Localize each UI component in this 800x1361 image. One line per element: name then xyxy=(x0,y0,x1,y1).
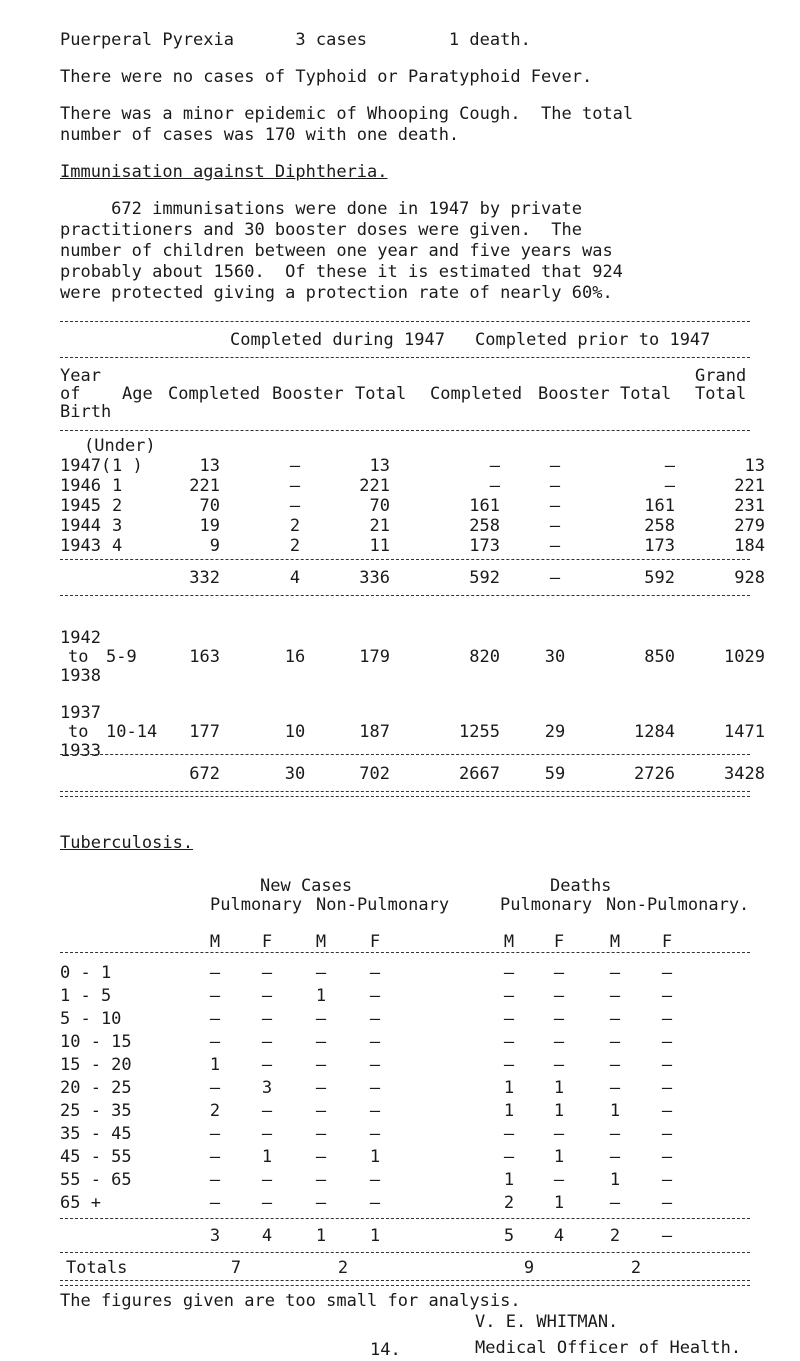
tb-cell: 1 xyxy=(609,1101,621,1121)
col-header-total-prior: Total xyxy=(620,384,672,404)
tb-cell: – xyxy=(315,1124,327,1144)
total-cell-t1: 702 xyxy=(359,764,390,784)
tb-cell: 2 xyxy=(209,1101,221,1121)
under-label: (Under) xyxy=(84,436,156,456)
row-cell-c2: – xyxy=(489,456,500,476)
tb-pulmonary-deaths: Pulmonary xyxy=(500,895,593,915)
tb-cell: 1 xyxy=(369,1147,381,1167)
tb-cell: – xyxy=(209,986,221,1006)
immunisation-para-1: 672 immunisations were done in 1947 by private xyxy=(60,199,582,219)
row-cell-t1: 221 xyxy=(359,476,390,496)
row-cell-t1: 11 xyxy=(369,536,390,556)
tb-cell: – xyxy=(261,963,273,983)
sex-header: M xyxy=(503,932,515,952)
tb-cell: – xyxy=(261,1009,273,1029)
tb-cell: – xyxy=(315,1193,327,1213)
row-age: 1 ) xyxy=(112,456,143,476)
row-cell-b1: – xyxy=(289,476,301,496)
row-cell-t1: 70 xyxy=(369,496,390,516)
subtotal-cell-t1: 336 xyxy=(359,568,390,588)
col-header-birth: Birth xyxy=(60,402,112,422)
typhoid-line: There were no cases of Typhoid or Paratyphoid Fever. xyxy=(60,67,593,87)
group-year-start: 1937 xyxy=(60,703,101,723)
immunisation-para-2: practitioners and 30 booster doses were given. The xyxy=(60,220,582,240)
row-cell-b2: – xyxy=(549,516,561,536)
tb-cell: – xyxy=(209,1032,221,1052)
tb-cell: – xyxy=(553,1170,565,1190)
tb-cell: – xyxy=(209,1170,221,1190)
group-cell-c1: 163 xyxy=(189,647,220,667)
tb-cell: – xyxy=(661,1147,673,1167)
tb-cell: – xyxy=(553,1009,565,1029)
table-rule xyxy=(60,754,750,755)
tb-cell: – xyxy=(553,986,565,1006)
group-cell-t1: 179 xyxy=(359,647,390,667)
tb-cell: 1 xyxy=(503,1170,515,1190)
tb-age-band: 25 - 35 xyxy=(60,1101,132,1121)
tb-deaths: Deaths xyxy=(550,876,612,896)
tb-total: 2 xyxy=(630,1258,642,1278)
total-cell-c2: 2667 xyxy=(459,764,500,784)
tb-cell: – xyxy=(609,1078,621,1098)
row-year: 1943 xyxy=(60,536,101,556)
group-cell-b2: 30 xyxy=(544,647,566,667)
tb-cell: – xyxy=(369,986,381,1006)
subtotal-cell-b2: – xyxy=(549,568,561,588)
tb-cell: – xyxy=(369,1193,381,1213)
row-year: 1945 xyxy=(60,496,101,516)
tb-total: 7 xyxy=(230,1258,242,1278)
tb-sum: 2 xyxy=(609,1226,621,1246)
row-cell-b2: – xyxy=(549,476,561,496)
tb-cell: 1 xyxy=(261,1147,273,1167)
subtotal-cell-g: 928 xyxy=(734,568,765,588)
tb-cell: – xyxy=(369,1124,381,1144)
col-header-completed-prior: Completed xyxy=(430,384,523,404)
row-cell-t2: – xyxy=(664,476,675,496)
tb-cell: – xyxy=(261,1193,273,1213)
tb-cell: – xyxy=(209,1078,221,1098)
tb-pulmonary: Pulmonary xyxy=(210,895,303,915)
row-cell-b2: – xyxy=(549,496,561,516)
tb-cell: – xyxy=(209,1147,221,1167)
group-cell-c2: 1255 xyxy=(459,722,500,742)
whooping-cough-line-2: number of cases was 170 with one death. xyxy=(60,125,460,145)
tb-rule xyxy=(60,952,750,953)
tb-cell: – xyxy=(369,1101,381,1121)
tb-cell: – xyxy=(261,986,273,1006)
sex-header: M xyxy=(315,932,327,952)
row-cell-t1: 21 xyxy=(369,516,390,536)
tb-sum: 1 xyxy=(369,1226,381,1246)
whooping-cough-line-1: There was a minor epidemic of Whooping Cough. The total xyxy=(60,104,634,124)
immunisation-para-3: number of children between one year and five years was xyxy=(60,241,613,261)
tb-age-band: 35 - 45 xyxy=(60,1124,132,1144)
group-year-end: 1933 xyxy=(60,741,101,761)
tb-cell: – xyxy=(209,963,221,983)
tb-cell: 1 xyxy=(553,1193,565,1213)
group-cell-t1: 187 xyxy=(359,722,390,742)
tb-cell: – xyxy=(209,1124,221,1144)
tb-heading: Tuberculosis. xyxy=(60,833,194,853)
tb-cell: – xyxy=(661,1032,673,1052)
subtotal-cell-t2: 592 xyxy=(644,568,675,588)
col-header-grand: Grand xyxy=(695,366,747,386)
row-cell-t2: 161 xyxy=(644,496,675,516)
row-cell-c1: 19 xyxy=(199,516,220,536)
tb-sum: 4 xyxy=(261,1226,273,1246)
group-cell-t2: 850 xyxy=(644,647,675,667)
row-cell-t1: 13 xyxy=(369,456,390,476)
row-cell-c2: 258 xyxy=(469,516,500,536)
immunisation-para-5: were protected giving a protection rate of nearly 60%. xyxy=(60,283,613,303)
group-to: to xyxy=(68,647,89,667)
col-header-age: Age xyxy=(122,384,153,404)
row-age: 4 xyxy=(112,536,123,556)
tb-cell: – xyxy=(209,1193,221,1213)
tb-cell: – xyxy=(261,1032,273,1052)
tb-cell: – xyxy=(609,1124,621,1144)
tb-cell: – xyxy=(315,1101,327,1121)
total-cell-t2: 2726 xyxy=(634,764,675,784)
group-age: 5-9 xyxy=(106,647,137,667)
tb-cell: – xyxy=(609,1147,621,1167)
row-age: 2 xyxy=(112,496,123,516)
tb-cell: – xyxy=(261,1101,273,1121)
group-cell-g: 1471 xyxy=(724,722,765,742)
tb-cell: – xyxy=(503,963,515,983)
col-header-year: Year xyxy=(60,366,101,386)
row-cell-b1: – xyxy=(289,456,301,476)
row-cell-t2: 258 xyxy=(644,516,675,536)
group-cell-b1: 16 xyxy=(284,647,306,667)
row-age: 1 xyxy=(112,476,123,496)
immunisation-para-4: probably about 1560. Of these it is estimated that 924 xyxy=(60,262,623,282)
tb-cell: 1 xyxy=(553,1101,565,1121)
group-cell-b1: 10 xyxy=(284,722,306,742)
table-rule xyxy=(60,595,750,596)
row-cell-c1: 9 xyxy=(209,536,220,556)
tb-cell: 1 xyxy=(503,1101,515,1121)
tb-total: 9 xyxy=(523,1258,535,1278)
tb-non-pulmonary-deaths: Non-Pulmonary. xyxy=(606,895,750,915)
col-header-of: of xyxy=(60,384,81,404)
tb-age-band: 55 - 65 xyxy=(60,1170,132,1190)
tb-cell: – xyxy=(261,1170,273,1190)
row-cell-g: 184 xyxy=(734,536,765,556)
tb-cell: – xyxy=(503,1147,515,1167)
tb-cell: – xyxy=(661,1101,673,1121)
row-cell-c2: 161 xyxy=(469,496,500,516)
tb-cell: – xyxy=(209,1009,221,1029)
tb-sum: 3 xyxy=(209,1226,221,1246)
group-cell-c1: 177 xyxy=(189,722,220,742)
table-rule xyxy=(60,559,750,560)
sex-header: F xyxy=(553,932,565,952)
tb-cell: – xyxy=(661,1170,673,1190)
col-header-completed: Completed xyxy=(168,384,261,404)
tb-sum: 5 xyxy=(503,1226,515,1246)
group-header-prior: Completed prior to 1947 xyxy=(475,330,711,350)
tb-totals-label: Totals xyxy=(66,1258,128,1278)
group-year-start: 1942 xyxy=(60,628,101,648)
group-header-during: Completed during 1947 xyxy=(230,330,445,350)
table-rule xyxy=(60,357,750,358)
puerperal-pyrexia-line: Puerperal Pyrexia 3 cases 1 death. xyxy=(60,30,531,50)
tb-cell: – xyxy=(661,1193,673,1213)
tb-rule xyxy=(60,1218,750,1219)
tb-total: 2 xyxy=(337,1258,349,1278)
tb-cell: 2 xyxy=(503,1193,515,1213)
tb-cell: 1 xyxy=(553,1078,565,1098)
tb-cell: – xyxy=(553,1032,565,1052)
tb-cell: – xyxy=(503,1032,515,1052)
subtotal-cell-c2: 592 xyxy=(469,568,500,588)
total-cell-b1: 30 xyxy=(284,764,306,784)
row-cell-g: 231 xyxy=(734,496,765,516)
tb-cell: – xyxy=(609,1032,621,1052)
tb-sum: 4 xyxy=(553,1226,565,1246)
row-cell-t2: – xyxy=(664,456,675,476)
group-year-end: 1938 xyxy=(60,666,101,686)
row-age: 3 xyxy=(112,516,123,536)
row-cell-g: 13 xyxy=(744,456,765,476)
group-cell-b2: 29 xyxy=(544,722,566,742)
sex-header: F xyxy=(661,932,673,952)
tb-cell: – xyxy=(609,1055,621,1075)
row-cell-c1: 13 xyxy=(199,456,220,476)
col-header-grand-total: Total xyxy=(695,384,747,404)
tb-rule xyxy=(60,1252,750,1253)
tb-cell: – xyxy=(503,1124,515,1144)
tb-cell: – xyxy=(609,963,621,983)
tb-cell: 1 xyxy=(503,1078,515,1098)
tb-age-band: 1 - 5 xyxy=(60,986,112,1006)
table-rule xyxy=(60,430,750,431)
sex-header: M xyxy=(209,932,221,952)
subtotal-cell-c1: 332 xyxy=(189,568,220,588)
immunisation-heading: Immunisation against Diphtheria. xyxy=(60,162,388,182)
total-cell-b2: 59 xyxy=(544,764,566,784)
tb-cell: – xyxy=(315,1032,327,1052)
tb-sum: 1 xyxy=(315,1226,327,1246)
tb-sum: – xyxy=(661,1226,673,1246)
tb-non-pulmonary: Non-Pulmonary xyxy=(316,895,450,915)
group-cell-c2: 820 xyxy=(469,647,500,667)
tb-cell: – xyxy=(661,986,673,1006)
tb-cell: – xyxy=(261,1124,273,1144)
sex-header: F xyxy=(261,932,273,952)
page-number: 14. xyxy=(370,1340,401,1360)
tb-cell: – xyxy=(661,1009,673,1029)
row-cell-b2: – xyxy=(549,456,561,476)
tb-cell: 3 xyxy=(261,1078,273,1098)
tb-cell: 1 xyxy=(553,1147,565,1167)
group-cell-g: 1029 xyxy=(724,647,765,667)
tb-note: The figures given are too small for analysis. xyxy=(60,1291,521,1311)
tb-age-band: 15 - 20 xyxy=(60,1055,132,1075)
tb-cell: – xyxy=(503,986,515,1006)
tb-cell: – xyxy=(369,1170,381,1190)
tb-cell: – xyxy=(661,1055,673,1075)
row-cell-t2: 173 xyxy=(644,536,675,556)
tb-cell: – xyxy=(609,986,621,1006)
tb-cell: – xyxy=(369,1055,381,1075)
tb-cell: – xyxy=(369,963,381,983)
row-cell-b1: 2 xyxy=(289,516,301,536)
tb-cell: – xyxy=(661,1124,673,1144)
signature: V. E. WHITMAN. xyxy=(475,1312,619,1332)
col-header-total: Total xyxy=(355,384,407,404)
row-year: 1946 xyxy=(60,476,101,496)
tb-cell: 1 xyxy=(609,1170,621,1190)
row-cell-b2: – xyxy=(549,536,561,556)
tb-cell: – xyxy=(503,1009,515,1029)
row-year: 1947( xyxy=(60,456,112,476)
row-year: 1944 xyxy=(60,516,101,536)
tb-cell: – xyxy=(315,1147,327,1167)
tb-new-cases: New Cases xyxy=(260,876,353,896)
table-rule xyxy=(60,321,750,322)
row-cell-b1: – xyxy=(289,496,301,516)
tb-double-rule xyxy=(60,1280,750,1286)
tb-cell: – xyxy=(553,963,565,983)
tb-cell: – xyxy=(315,1009,327,1029)
signature-title: Medical Officer of Health. xyxy=(475,1338,742,1358)
tb-cell: – xyxy=(369,1009,381,1029)
row-cell-c1: 221 xyxy=(189,476,220,496)
tb-cell: 1 xyxy=(209,1055,221,1075)
row-cell-c1: 70 xyxy=(199,496,220,516)
col-header-booster-prior: Booster xyxy=(538,384,610,404)
row-cell-g: 221 xyxy=(734,476,765,496)
col-header-booster: Booster xyxy=(272,384,344,404)
total-cell-c1: 672 xyxy=(189,764,220,784)
tb-cell: – xyxy=(315,963,327,983)
tb-cell: – xyxy=(315,1170,327,1190)
row-cell-b1: 2 xyxy=(289,536,301,556)
sex-header: M xyxy=(609,932,621,952)
tb-cell: – xyxy=(661,963,673,983)
tb-cell: – xyxy=(609,1009,621,1029)
tb-cell: – xyxy=(503,1055,515,1075)
tb-age-band: 45 - 55 xyxy=(60,1147,132,1167)
row-cell-c2: 173 xyxy=(469,536,500,556)
tb-age-band: 20 - 25 xyxy=(60,1078,132,1098)
tb-cell: 1 xyxy=(315,986,327,1006)
tb-cell: – xyxy=(609,1193,621,1213)
tb-cell: – xyxy=(369,1032,381,1052)
group-age: 10-14 xyxy=(106,722,158,742)
tb-age-band: 5 - 10 xyxy=(60,1009,122,1029)
tb-cell: – xyxy=(553,1055,565,1075)
tb-age-band: 10 - 15 xyxy=(60,1032,132,1052)
tb-cell: – xyxy=(261,1055,273,1075)
tb-cell: – xyxy=(315,1078,327,1098)
tb-age-band: 0 - 1 xyxy=(60,963,112,983)
group-to: to xyxy=(68,722,89,742)
row-cell-g: 279 xyxy=(734,516,765,536)
row-cell-c2: – xyxy=(489,476,500,496)
tb-cell: – xyxy=(661,1078,673,1098)
group-cell-t2: 1284 xyxy=(634,722,675,742)
tb-age-band: 65 + xyxy=(60,1193,101,1213)
tb-cell: – xyxy=(315,1055,327,1075)
total-cell-g: 3428 xyxy=(724,764,765,784)
tb-cell: – xyxy=(553,1124,565,1144)
sex-header: F xyxy=(369,932,381,952)
table-double-rule xyxy=(60,791,750,797)
subtotal-cell-b1: 4 xyxy=(289,568,301,588)
tb-cell: – xyxy=(369,1078,381,1098)
